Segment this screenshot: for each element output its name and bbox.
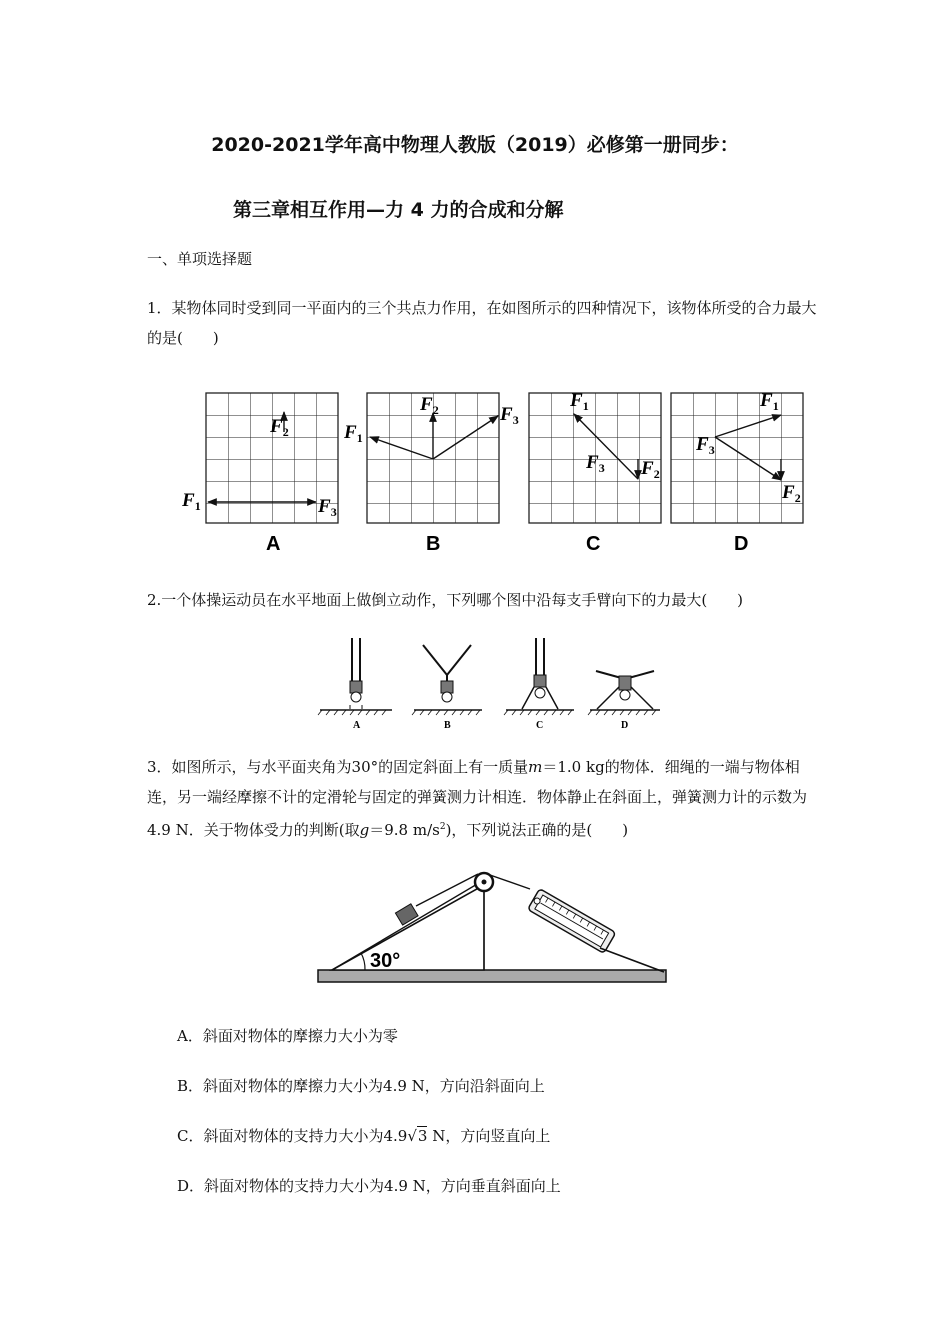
q3-figure xyxy=(0,862,950,992)
q1-panel-d-label: D xyxy=(734,533,749,555)
block xyxy=(395,904,418,925)
q1-panel-a-label: A xyxy=(266,533,281,555)
spring-scale xyxy=(528,889,616,954)
svg-text:C: C xyxy=(536,720,544,731)
svg-text:F1: $F_1$ xyxy=(182,490,201,513)
svg-text:F1: $F_1$ xyxy=(344,422,363,445)
question-3-stem: 3．如图所示，与水平面夹角为30°的固定斜面上有一质量m＝1.0 kg的物体．细绳的一端与物体相连，另一端经摩擦不计的定滑轮与固定的弹簧测力计相连．物体静止在斜面上，弹簧测力计的示数为4.9 N．关于物体受力的判断(取g＝9.8 $m/s^2$)，下列说法正确的是( ) xyxy=(147,758,808,839)
svg-text:F1: $F_1$ xyxy=(760,390,779,413)
q1-panel-d xyxy=(671,390,803,555)
svg-text:F3: $F_3$ xyxy=(586,452,605,475)
svg-text:F2: $F_2$ xyxy=(420,394,439,417)
document-subtitle: 第三章相互作用—力 4 力的合成和分解 xyxy=(233,199,564,221)
option-d[interactable]: D．斜面对物体的支持力大小为4.9 N，方向垂直斜面向上 xyxy=(177,1177,561,1195)
svg-text:B: B xyxy=(444,720,451,731)
svg-text:F2: $F_2$ xyxy=(270,416,289,439)
q1-panel-c-label: C xyxy=(586,533,601,555)
svg-text:F3: $F_3$ xyxy=(318,496,337,519)
angle-label: 30° xyxy=(370,950,401,972)
q1-panel-c xyxy=(529,390,661,555)
option-a[interactable]: A．斜面对物体的摩擦力大小为零 xyxy=(177,1027,398,1045)
option-b[interactable]: B．斜面对物体的摩擦力大小为4.9 N，方向沿斜面向上 xyxy=(177,1077,545,1095)
q2-panel-d xyxy=(588,671,660,731)
svg-text:F3: $F_3$ xyxy=(500,404,519,427)
section-heading: 一、单项选择题 xyxy=(147,250,253,268)
q1-panel-b xyxy=(343,393,519,555)
svg-text:F3: $F_3$ xyxy=(696,434,715,457)
q1-panel-a xyxy=(181,393,338,555)
q1-figure xyxy=(0,380,950,560)
svg-text:F2: $F_2$ xyxy=(782,482,801,505)
question-1-stem: 1．某物体同时受到同一平面内的三个共点力作用，在如图所示的四种情况下，该物体所受的合力最大的是( ) xyxy=(147,299,817,347)
option-c[interactable]: C．斜面对物体的支持力大小为4.9√3 N，方向竖直向上 xyxy=(177,1127,551,1145)
q2-panel-c xyxy=(504,638,574,731)
svg-text:A: A xyxy=(353,720,361,731)
svg-text:F1: $F_1$ xyxy=(570,390,589,413)
q2-panel-b xyxy=(412,645,482,731)
question-2-stem: 2.一个体操运动员在水平地面上做倒立动作，下列哪个图中沿每支手臂向下的力最大( ) xyxy=(147,591,744,609)
svg-text:D: D xyxy=(621,720,629,731)
q2-panel-a xyxy=(318,638,392,731)
document-title: 2020-2021学年高中物理人教版（2019）必修第一册同步： xyxy=(211,134,739,156)
svg-text:F2: $F_2$ xyxy=(641,458,660,481)
q2-figure xyxy=(0,635,950,735)
q1-panel-b-label: B xyxy=(426,533,441,555)
